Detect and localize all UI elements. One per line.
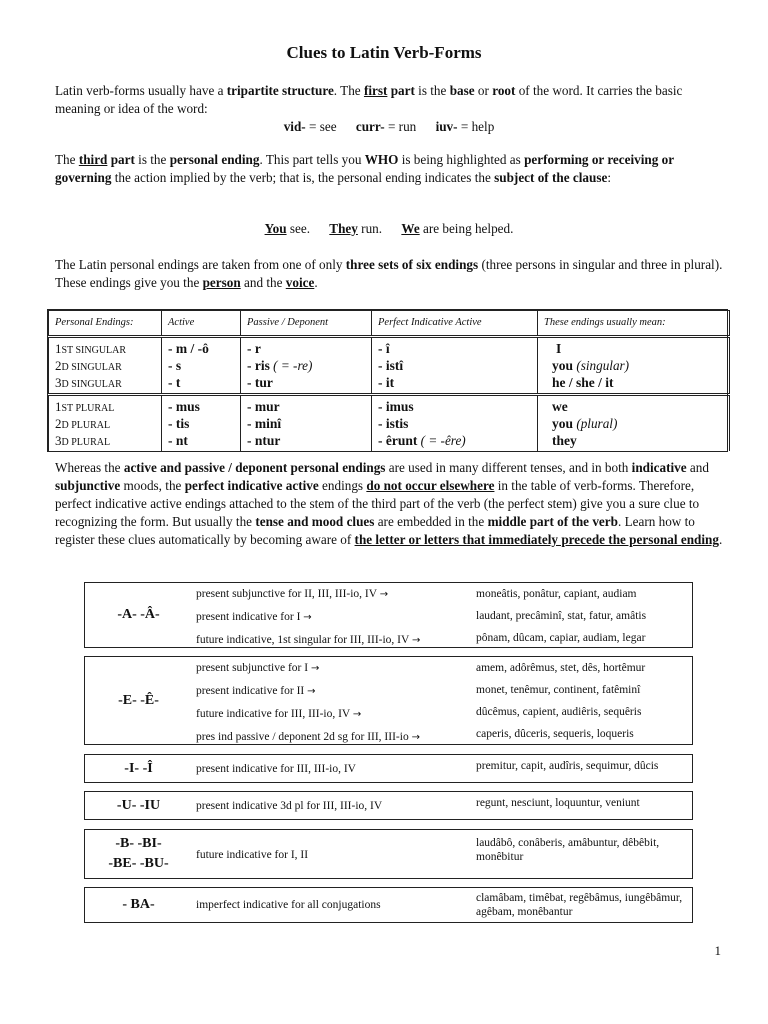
third-bold-personal-ending: personal ending — [169, 152, 260, 167]
sentence-rest: run. — [357, 221, 383, 236]
intro-bold-root: root — [492, 83, 516, 98]
clue-desc-text: present indicative for I — [196, 611, 301, 623]
whereas-bold-underlined: do not occur elsewhere — [366, 478, 495, 493]
clue-box-i — [84, 754, 693, 783]
clue-label — [85, 755, 193, 782]
ending: - mur — [247, 399, 280, 414]
clue-label — [85, 830, 193, 878]
clue-desc-text: future indicative, 1st singular for III, III-io, IV — [196, 634, 410, 646]
person-label — [55, 340, 155, 357]
person-label — [55, 398, 155, 415]
third-bold-who: WHO — [364, 152, 399, 167]
clue-example: laudâbô, conâberis, amâbuntur, dêbêbit, monêbitur — [476, 837, 660, 863]
clue-examples — [476, 830, 691, 878]
ending: - minî — [247, 416, 282, 431]
sentence-subject: They — [329, 221, 358, 236]
clue-examples — [476, 583, 691, 647]
clue-desc: future indicative for I, II — [196, 849, 309, 861]
personal-endings-table — [47, 309, 728, 452]
clue-desc — [196, 726, 466, 749]
clue-letters: -E- -Ê- — [118, 692, 159, 708]
ending: - î — [378, 341, 390, 356]
plural-persons-cell — [49, 395, 162, 452]
clue-label — [85, 657, 193, 744]
ending-note: ( = -êre) — [420, 433, 466, 448]
intro-bold-base: base — [449, 83, 475, 98]
header-perfect-indicative: Perfect Indicative Active — [372, 311, 538, 337]
person-number: 2 — [55, 358, 62, 373]
clue-example: pônam, dûcam, capiar, audiam, legar — [476, 632, 646, 644]
whereas-bold: tense and mood clues — [255, 514, 375, 529]
arrow-right-icon: → — [379, 589, 389, 600]
clue-example: monet, tenêmur, continent, fatêminî — [476, 684, 641, 696]
clue-box-a — [84, 582, 693, 648]
whereas-bold: middle part of the verb — [487, 514, 618, 529]
ending: - t — [168, 375, 181, 390]
person-label — [55, 374, 155, 391]
whereas-paragraph — [55, 459, 723, 549]
meaning: he / she / it — [552, 375, 614, 390]
ending: - mus — [168, 399, 200, 414]
whereas-text: in the table of verb-forms. Therefore, perfect indicative active endings attached to the stem of the third part of the verb (the perfect stem) give you a sure clue to recognizing the form. But usually the — [55, 478, 700, 529]
whereas-bold: active and passive / deponent personal endings — [123, 460, 386, 475]
clue-desc — [196, 583, 466, 606]
clue-example: clamâbam, timêbat, regêbâmus, iungêbâmur, agêbam, monêbantur — [476, 892, 683, 918]
whereas-text: are embedded in the — [374, 514, 488, 529]
example-meaning: = see — [305, 119, 337, 134]
meaning: we — [552, 399, 568, 414]
example-stem: vid- — [283, 119, 306, 134]
clue-example: moneâtis, ponâtur, capiant, audiam — [476, 588, 637, 600]
clue-letters: -U- -IU — [116, 797, 161, 813]
ending-with-note — [378, 432, 531, 449]
person-number: 3 — [55, 433, 62, 448]
table-header-row — [49, 311, 730, 337]
arrow-right-icon: → — [307, 686, 316, 697]
clue-box-b — [84, 829, 693, 879]
ending: - it — [378, 375, 395, 390]
clue-descriptions — [196, 657, 466, 744]
person-number: 3 — [55, 375, 62, 390]
whereas-text: endings — [318, 478, 367, 493]
third-text: The — [55, 152, 79, 167]
third-part-paragraph — [55, 151, 723, 187]
table-row-singular — [49, 337, 730, 395]
clue-examples — [476, 755, 691, 782]
plural-perfect-cell — [372, 395, 538, 452]
intro-paragraph — [55, 82, 723, 118]
ending: - imus — [378, 399, 414, 414]
ending: - s — [168, 358, 182, 373]
clue-desc: present indicative for III, III-io, IV — [196, 763, 356, 775]
meaning: you — [552, 358, 574, 373]
person-text: D PLURAL — [61, 437, 111, 448]
clue-desc-text: present indicative for II — [196, 685, 305, 697]
root-examples — [55, 118, 723, 136]
clue-label — [85, 792, 193, 819]
endings-text: (three persons in singular and three in plural). These endings give you the — [55, 257, 723, 290]
meaning-note: (plural) — [576, 416, 618, 431]
sentence-rest: are being helped. — [419, 221, 514, 236]
clue-desc — [196, 703, 466, 726]
intro-text: . The — [333, 83, 364, 98]
header-personal-endings: Personal Endings: — [49, 311, 162, 337]
person-text: ST SINGULAR — [61, 345, 127, 356]
meaning-note: (singular) — [576, 358, 630, 373]
person-number: 2 — [55, 416, 62, 431]
meaning: they — [552, 433, 577, 448]
clue-examples — [476, 888, 691, 922]
endings-text: . — [314, 275, 318, 290]
ending: - ntur — [247, 433, 281, 448]
arrow-right-icon: → — [310, 663, 320, 674]
intro-bold-tripartite: tripartite structure — [226, 83, 334, 98]
clue-example: amem, adôrêmus, stet, dês, hortêmur — [476, 662, 646, 674]
intro-text: or — [474, 83, 493, 98]
intro-text: is the — [414, 83, 450, 98]
singular-perfect-cell — [372, 337, 538, 395]
clue-letters: - BA- — [122, 897, 155, 912]
plural-meaning-cell — [538, 395, 730, 452]
clue-example: premitur, capit, audîris, sequimur, dûcis — [476, 760, 659, 772]
clue-desc — [196, 606, 466, 629]
clue-box-u — [84, 791, 693, 820]
ending: - r — [247, 341, 261, 356]
person-label — [55, 432, 155, 449]
clue-descriptions — [196, 888, 466, 922]
clue-desc — [196, 657, 466, 680]
clue-example: regunt, nesciunt, loquuntur, veniunt — [476, 797, 640, 809]
clue-desc: present indicative 3d pl for III, III-io, IV — [196, 800, 383, 812]
plural-active-cell — [162, 395, 241, 452]
person-label — [55, 357, 155, 374]
person-label — [55, 415, 155, 432]
third-bold-performing: performing or receiving or governing — [55, 152, 674, 185]
clue-desc: imperfect indicative for all conjugations — [196, 899, 381, 911]
clue-descriptions — [196, 755, 466, 782]
singular-passive-cell — [241, 337, 372, 395]
third-text: . This part tells you — [259, 152, 365, 167]
singular-persons-cell — [49, 337, 162, 395]
ending: - tis — [168, 416, 190, 431]
clue-box-e — [84, 656, 693, 745]
page-title: Clues to Latin Verb-Forms — [286, 43, 482, 62]
example-stem: curr- — [355, 119, 385, 134]
person-text: ST PLURAL — [61, 403, 115, 414]
clue-desc-text: present subjunctive for II, III, III-io, IV — [196, 588, 377, 600]
clue-label — [85, 583, 193, 647]
example-sentences — [55, 220, 723, 238]
third-text: is being highlighted as — [398, 152, 525, 167]
third-text: the action implied by the verb; that is, the personal ending indicates the — [111, 170, 495, 185]
sentence-subject: We — [401, 221, 420, 236]
whereas-bold: subjunctive — [55, 478, 121, 493]
plural-passive-cell — [241, 395, 372, 452]
clue-letters: -A- -Â- — [117, 607, 160, 622]
whereas-text: are used in many different tenses, and in both — [385, 460, 632, 475]
whereas-text: moods, the — [120, 478, 185, 493]
sentence-subject: You — [264, 221, 287, 236]
whereas-text: . — [718, 532, 723, 547]
person-text: D SINGULAR — [61, 379, 122, 390]
endings-bold-voice: voice — [285, 275, 315, 290]
arrow-right-icon: → — [352, 709, 362, 720]
endings-text: The Latin personal endings are taken from one of only — [55, 257, 346, 272]
third-bold-part: part — [110, 152, 135, 167]
example-stem: iuv- — [435, 119, 458, 134]
meaning: I — [556, 341, 562, 356]
ending: - tur — [247, 375, 273, 390]
intro-bold-first: first — [363, 83, 388, 98]
example-meaning: = help — [457, 119, 495, 134]
intro-bold-part: part — [390, 83, 415, 98]
endings-bold-three-sets: three sets of six endings — [345, 257, 479, 272]
whereas-text: . Learn how to register these clues automatically by becoming aware of — [55, 514, 695, 547]
intro-text: of the word. It carries the basic meaning or idea of the word: — [55, 83, 683, 116]
header-meaning: These endings usually mean: — [538, 311, 730, 337]
third-text: is the — [134, 152, 170, 167]
person-number: 1 — [55, 341, 62, 356]
singular-meaning-cell — [538, 337, 730, 395]
clue-descriptions — [196, 792, 466, 819]
meaning-with-note — [552, 357, 723, 374]
clue-example: laudant, precâminî, stat, fatur, amâtis — [476, 610, 647, 622]
ending: - nt — [168, 433, 188, 448]
clue-desc-text: present subjunctive for I — [196, 662, 309, 674]
endings-bold-person: person — [202, 275, 241, 290]
ending: - m / -ô — [168, 341, 209, 356]
clue-examples — [476, 792, 691, 819]
third-bold-third: third — [78, 152, 108, 167]
meaning-with-note — [552, 415, 723, 432]
ending: - ris — [247, 358, 270, 373]
intro-text: Latin verb-forms usually have a — [55, 83, 227, 98]
person-text: D SINGULAR — [61, 362, 122, 373]
header-passive-deponent: Passive / Deponent — [241, 311, 372, 337]
ending: - êrunt — [378, 433, 418, 448]
table-row-plural — [49, 395, 730, 452]
whereas-text: Whereas the — [55, 460, 124, 475]
ending-note: ( = -re) — [273, 358, 313, 373]
latin-endings-paragraph — [55, 256, 723, 292]
endings-text: and the — [240, 275, 286, 290]
clue-desc — [196, 629, 466, 652]
third-bold-subject: subject of the clause — [494, 170, 608, 185]
ending-with-note — [247, 357, 365, 374]
clue-letters: -B- -BI- — [115, 836, 162, 851]
clue-desc-text: future indicative for III, III-io, IV — [196, 708, 351, 720]
meaning: you — [552, 416, 574, 431]
whereas-bold-underlined: the letter or letters that immediately precede the personal ending — [354, 532, 719, 547]
whereas-bold: perfect indicative active — [184, 478, 319, 493]
clue-letters: -I- -Î — [124, 760, 153, 776]
header-active: Active — [162, 311, 241, 337]
ending: - istis — [378, 416, 409, 431]
whereas-text: and — [686, 460, 709, 475]
arrow-right-icon: → — [411, 732, 420, 743]
example-meaning: = run — [384, 119, 417, 134]
whereas-bold: indicative — [631, 460, 687, 475]
arrow-right-icon: → — [411, 635, 421, 646]
clue-descriptions — [196, 583, 466, 647]
page-number: 1 — [714, 943, 721, 958]
third-text: : — [607, 170, 611, 185]
arrow-right-icon: → — [303, 612, 312, 623]
clue-letters: -BE- -BU- — [108, 856, 169, 871]
clue-example: dûcêmus, capient, audiêris, sequêris — [476, 706, 642, 718]
clue-desc-text: pres ind passive / deponent 2d sg for III, III-io — [196, 731, 409, 743]
clue-label — [85, 888, 193, 922]
person-text: D PLURAL — [61, 420, 111, 431]
person-number: 1 — [55, 399, 62, 414]
ending: - istî — [378, 358, 404, 373]
singular-active-cell — [162, 337, 241, 395]
clue-desc — [196, 680, 466, 703]
clue-examples — [476, 657, 691, 744]
clue-box-ba — [84, 887, 693, 923]
sentence-rest: see. — [286, 221, 310, 236]
clue-descriptions — [196, 830, 466, 878]
clue-example: caperis, dûceris, sequeris, loqueris — [476, 728, 634, 740]
